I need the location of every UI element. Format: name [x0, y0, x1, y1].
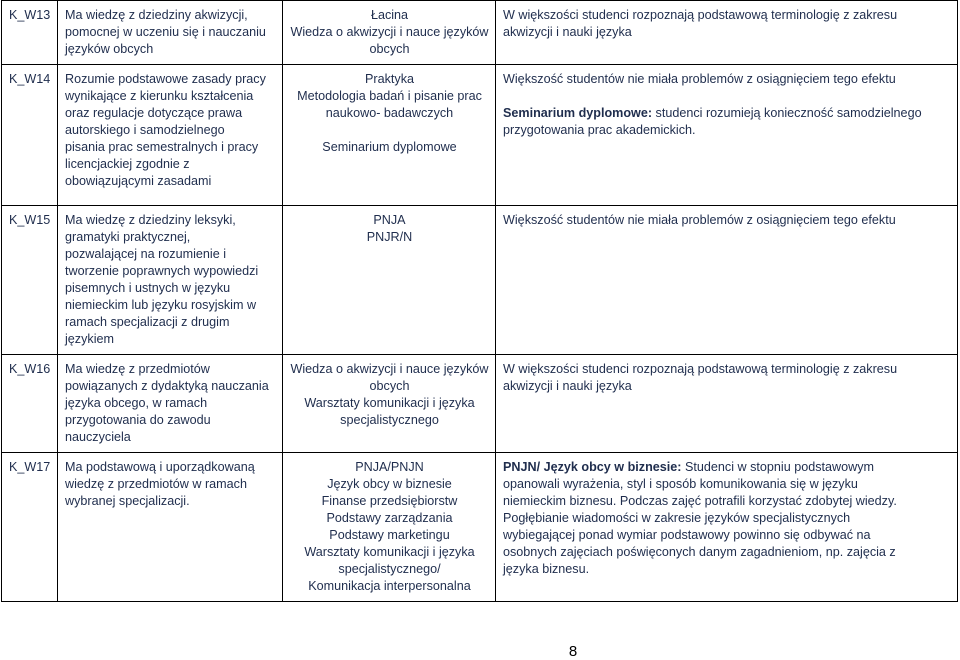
table-row — [2, 453, 958, 602]
outcome-verification: W większości studenci rozpoznają podstawową terminologię z zakresu akwizycji i nauki języka — [496, 355, 958, 453]
outcome-verification: Większość studentów nie miała problemów z osiągnięciem tego efektu — [496, 206, 958, 355]
outcome-code: K_W16 — [2, 355, 58, 453]
outcome-courses: Praktyka Metodologia badań i pisanie prac naukowo- badawczych Seminarium dyplomowe — [283, 65, 496, 206]
page-number: 8 — [568, 643, 578, 660]
outcome-courses: PNJA/PNJN Język obcy w biznesie Finanse przedsiębiorstw Podstawy zarządzania Podstawy marketingu Warsztaty komunikacji i języka specjalistycznego/ Komunikacja interpersonalna — [283, 453, 496, 602]
outcome-code: K_W17 — [2, 453, 58, 602]
outcome-verification: Większość studentów nie miała problemów z osiągnięciem tego efektu Seminarium dyplomowe: studenci rozumieją konieczność samodzielnego przygotowania prac akademickich. — [496, 65, 958, 206]
table-row — [2, 206, 958, 355]
outcome-code: K_W14 — [2, 65, 58, 206]
outcome-description: Ma podstawową i uporządkowaną wiedzę z przedmiotów w ramach wybranej specjalizacji. — [58, 453, 283, 602]
table-row — [2, 355, 958, 453]
outcome-verification: W większości studenci rozpoznają podstawową terminologię z zakresu akwizycji i nauki języka — [496, 1, 958, 65]
outcome-courses: Wiedza o akwizycji i nauce języków obcych Warsztaty komunikacji i języka specjalistycznego — [283, 355, 496, 453]
outcome-code: K_W15 — [2, 206, 58, 355]
outcome-description: Ma wiedzę z dziedziny akwizycji, pomocnej w uczeniu się i nauczaniu języków obcych — [58, 1, 283, 65]
outcome-description: Rozumie podstawowe zasady pracy wynikające z kierunku kształcenia oraz regulacje dotyczące prawa autorskiego i samodzielnego pisania prac semestralnych i pracy licencjackiej zgodnie z obowiązującymi zasadami — [58, 65, 283, 206]
outcome-description: Ma wiedzę z przedmiotów powiązanych z dydaktyką nauczania języka obcego, w ramach przygotowania do zawodu nauczyciela — [58, 355, 283, 453]
learning-outcomes-table — [1, 0, 958, 602]
outcome-description: Ma wiedzę z dziedziny leksyki, gramatyki praktycznej, pozwalającej na rozumienie i tworzenie poprawnych wypowiedzi pisemnych i ustnych w języku niemieckim lub języku rosyjskim w ramach specjalizacji z drugim językiem — [58, 206, 283, 355]
outcome-code: K_W13 — [2, 1, 58, 65]
outcome-verification: PNJN/ Język obcy w biznesie: Studenci w stopniu podstawowym opanowali wyrażenia, styl i sposób komunikowania się w języku niemieckim biznesu. Podczas zajęć potrafili korzystać zdobytej wiedzy. Pogłębianie wiadomości w zakresie języków specjalistycznych wybiegającej ponad wymiar podstawowy powinno się odbywać na osobnych zajęciach poświęconych danym zagadnieniom, np. zajęcia z języka biznesu. — [496, 453, 958, 602]
table-row — [2, 65, 958, 206]
table-row — [2, 1, 958, 65]
outcome-courses: PNJA PNJR/N — [283, 206, 496, 355]
outcome-courses: Łacina Wiedza o akwizycji i nauce języków obcych — [283, 1, 496, 65]
